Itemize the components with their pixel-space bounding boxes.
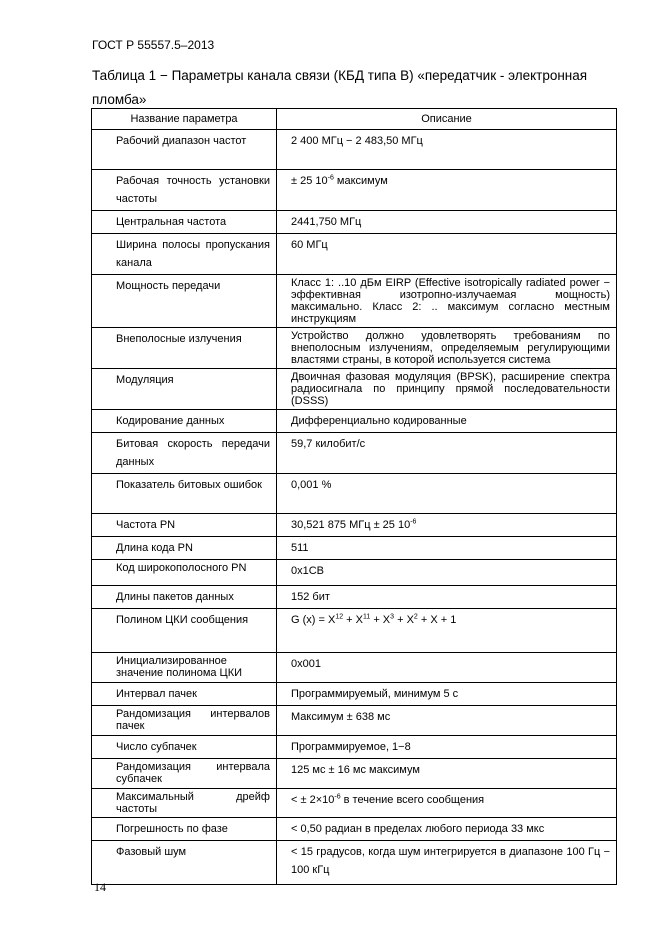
param-description: 2 400 МГц − 2 483,50 МГц <box>277 130 617 170</box>
param-description: 60 МГц <box>277 234 617 275</box>
param-name: Код широкополосного PN <box>92 560 277 586</box>
document-id: ГОСТ Р 55557.5–2013 <box>92 38 215 52</box>
table-row <box>92 275 617 328</box>
table-row <box>92 234 617 275</box>
param-description: 511 <box>277 537 617 560</box>
param-description: Двоичная фазовая модуляция (BPSK), расширение спектра радиосигнала по принципу прямой последовательности (DSSS) <box>277 369 617 410</box>
table-row <box>92 474 617 514</box>
param-name: Инициализированное значение полинома ЦКИ <box>92 653 277 683</box>
table-row <box>92 560 617 586</box>
param-name: Рабочий диапазон частот <box>92 130 277 170</box>
table-row <box>92 369 617 410</box>
table-row <box>92 818 617 841</box>
parameters-table <box>91 108 617 885</box>
param-description: G $(x) = X^{12} + X^{11} + X^3 + X^2 + X + 1$ <box>277 609 617 653</box>
param-description: Максимум ± 638 мс <box>277 706 617 736</box>
param-name: Число субпачек <box>92 736 277 759</box>
param-name: Модуляция <box>92 369 277 410</box>
table-row <box>92 653 617 683</box>
table-row <box>92 683 617 706</box>
table-row <box>92 736 617 759</box>
table-row <box>92 514 617 537</box>
param-description: 0,001 % <box>277 474 617 514</box>
param-name: Рандомизация интервалов пачек <box>92 706 277 736</box>
param-name: Интервал пачек <box>92 683 277 706</box>
column-header-parameter: Название параметра <box>92 109 277 130</box>
param-description: < 15 градусов, когда шум интегрируется в диапазоне 100 Гц − 100 кГц <box>277 841 617 885</box>
param-name: Погрешность по фазе <box>92 818 277 841</box>
param-name: Мощность передачи <box>92 275 277 328</box>
table-row <box>92 211 617 234</box>
table-row <box>92 789 617 818</box>
param-name: Полином ЦКИ сообщения <box>92 609 277 653</box>
param-name: Битовая скорость передачи данных <box>92 433 277 474</box>
param-name: Длина кода PN <box>92 537 277 560</box>
param-name: Фазовый шум <box>92 841 277 885</box>
param-name: Рабочая точность установки частоты <box>92 170 277 211</box>
table-row <box>92 759 617 789</box>
param-description: < ± $2\times 10^{-6}$ в течение всего сообщения <box>277 789 617 818</box>
param-description: 30,521 875 МГц ± 25 $10^{-6}$ <box>277 514 617 537</box>
column-header-description: Описание <box>277 109 617 130</box>
param-description: Дифференциально кодированные <box>277 410 617 433</box>
param-name: Центральная частота <box>92 211 277 234</box>
param-description: 59,7 килобит/с <box>277 433 617 474</box>
param-name: Внеполосные излучения <box>92 328 277 369</box>
param-description: 152 бит <box>277 586 617 609</box>
table-header-row <box>92 109 617 130</box>
param-description: 0x001 <box>277 653 617 683</box>
table-row <box>92 170 617 211</box>
param-description: ± 25 $10^{-6}$ максимум <box>277 170 617 211</box>
param-name: Показатель битовых ошибок <box>92 474 277 514</box>
param-description: Программируемый, минимум 5 с <box>277 683 617 706</box>
param-name: Максимальный дрейф частоты <box>92 789 277 818</box>
param-name: Ширина полосы пропускания канала <box>92 234 277 275</box>
param-name: Длины пакетов данных <box>92 586 277 609</box>
table-row <box>92 130 617 170</box>
table-row <box>92 586 617 609</box>
table-row <box>92 433 617 474</box>
table-row <box>92 609 617 653</box>
table-row <box>92 706 617 736</box>
param-description: 0x1CB <box>277 560 617 586</box>
param-name: Кодирование данных <box>92 410 277 433</box>
param-description: 2441,750 МГц <box>277 211 617 234</box>
page-number: 14 <box>94 880 106 894</box>
table-row <box>92 410 617 433</box>
param-description: Устройство должно удовлетворять требованиям по внеполосным излучениям, определяемым регулирующими властями страны, в которой используется система <box>277 328 617 369</box>
param-description: Класс 1: ..10 дБм EIRP (Effective isotropically radiated power − эффективная изотропно-излучаемая мощность) максимально. Класс 2: .. максимум согласно местным инструкциям <box>277 275 617 328</box>
table-caption: Таблица 1 − Параметры канала связи (КБД типа В) «передатчик - электронная пломба» <box>92 68 588 107</box>
param-name: Рандомизация интервала субпачек <box>92 759 277 789</box>
table-row <box>92 537 617 560</box>
table-row <box>92 841 617 885</box>
param-name: Частота PN <box>92 514 277 537</box>
param-description: Программируемое, 1−8 <box>277 736 617 759</box>
param-description: < 0,50 радиан в пределах любого периода 33 мкс <box>277 818 617 841</box>
param-description: 125 мс ± 16 мс максимум <box>277 759 617 789</box>
table-row <box>92 328 617 369</box>
